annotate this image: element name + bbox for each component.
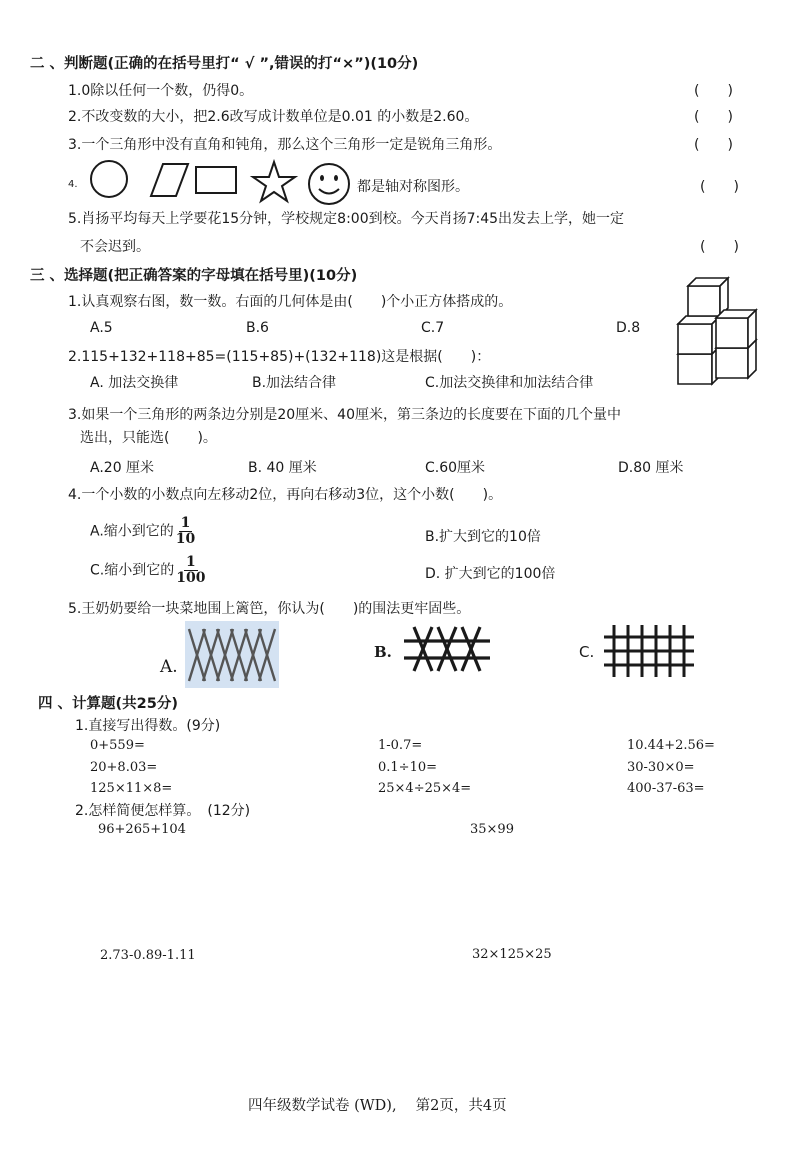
fraction-one-tenth xyxy=(176,516,195,547)
fraction-denominator: 10 xyxy=(175,531,196,547)
cube-stack-figure xyxy=(676,276,758,388)
choice-q3-line2: 选出，只能选( )。 xyxy=(80,430,217,446)
choice-q2-option-c[interactable]: C.加法交换律和加法结合律 xyxy=(425,375,594,391)
choice-q2: 2.115+132+118+85=(115+85)+(132+118)这是根据( )： xyxy=(68,349,491,365)
fence-b-cross-figure[interactable] xyxy=(402,625,492,673)
fence-c-grid-figure[interactable] xyxy=(604,623,694,679)
judge-q4-number: 4. xyxy=(68,179,78,190)
calc-sub1-title: 1.直接写出得数。(9分) xyxy=(75,718,221,734)
section-3-title: 三 、选择题(把正确答案的字母填在括号里)(10分) xyxy=(30,268,358,284)
calc-problem-3: 2.73-0.89-1.11 xyxy=(100,948,196,963)
expr-1-1: 0+559= xyxy=(90,738,145,753)
choice-q3-option-b[interactable]: B. 40 厘米 xyxy=(248,460,317,476)
expr-2-2: 0.1÷10= xyxy=(378,760,438,775)
expr-3-1: 125×11×8= xyxy=(90,781,173,796)
judge-q3: 3.一个三角形中没有直角和钝角，那么这个三角形一定是锐角三角形。 xyxy=(68,137,502,153)
choice-q4-option-c[interactable] xyxy=(90,555,205,586)
judge-q1-blank[interactable]: ( ) xyxy=(694,83,733,99)
choice-q5: 5.王奶奶要给一块菜地围上篱笆，你认为( )的围法更牢固些。 xyxy=(68,601,471,617)
judge-q2-blank[interactable]: ( ) xyxy=(694,109,733,125)
expr-2-3: 30-30×0= xyxy=(627,760,695,775)
choice-q4-option-a[interactable] xyxy=(90,516,195,547)
choice-q1-option-b[interactable]: B.6 xyxy=(246,320,269,336)
option-c-text: C.缩小到它的 xyxy=(90,562,175,579)
fence-b-label[interactable]: B. xyxy=(374,643,392,661)
choice-q3-option-d[interactable]: D.80 厘米 xyxy=(618,460,684,476)
circle-shape xyxy=(91,161,127,197)
expr-2-1: 20+8.03= xyxy=(90,760,158,775)
fence-a-label[interactable]: A. xyxy=(160,657,178,677)
judge-q3-blank[interactable]: ( ) xyxy=(694,137,733,153)
page-footer: 四年级数学试卷 (WD), 第2页，共4页 xyxy=(248,1098,507,1114)
calc-problem-4: 32×125×25 xyxy=(472,947,552,962)
choice-q1-option-c[interactable]: C.7 xyxy=(421,320,445,336)
choice-q1: 1.认真观察右图，数一数。右面的几何体是由( )个小正方体搭成的。 xyxy=(68,294,513,310)
fraction-numerator: 1 xyxy=(180,515,191,531)
rectangle-shape xyxy=(196,167,236,193)
choice-q4: 4.一个小数的小数点向左移动2位，再向右移动3位，这个小数( )。 xyxy=(68,487,503,503)
fence-c-label[interactable]: C. xyxy=(579,643,595,661)
judge-q5-line2: 不会迟到。 xyxy=(80,239,150,255)
calc-sub2-title: 2.怎样简便怎样算。 (12分) xyxy=(75,803,251,819)
expr-1-2: 1-0.7= xyxy=(378,738,423,753)
judge-q4-text: 都是轴对称图形。 xyxy=(357,179,469,195)
fraction-one-hundredth xyxy=(176,555,205,586)
judge-q2: 2.不改变数的大小，把2.6改写成计数单位是0.01 的小数是2.60。 xyxy=(68,109,479,125)
section-2-title: 二 、判断题(正确的在括号里打“ √ ”,错误的打“×”)(10分) xyxy=(30,56,419,72)
fraction-denominator: 100 xyxy=(176,570,206,586)
choice-q1-option-d[interactable]: D.8 xyxy=(616,320,641,336)
symmetric-shapes xyxy=(88,158,358,208)
choice-q4-option-d[interactable]: D. 扩大到它的100倍 xyxy=(425,566,556,582)
judge-q1: 1.0除以任何一个数，仍得0。 xyxy=(68,83,254,99)
choice-q2-option-b[interactable]: B.加法结合律 xyxy=(252,375,337,391)
calc-problem-1: 96+265+104 xyxy=(98,822,186,837)
parallelogram-shape xyxy=(151,164,188,196)
fraction-numerator: 1 xyxy=(185,554,196,570)
section-4-title: 四 、计算题(共25分) xyxy=(38,696,178,712)
choice-q2-option-a[interactable]: A. 加法交换律 xyxy=(90,375,179,391)
expr-3-3: 400-37-63= xyxy=(627,781,705,796)
expr-3-2: 25×4÷25×4= xyxy=(378,781,472,796)
choice-q3-option-a[interactable]: A.20 厘米 xyxy=(90,460,155,476)
choice-q3-line1: 3.如果一个三角形的两条边分别是20厘米、40厘米，第三条边的长度要在下面的几个量中 xyxy=(68,407,621,423)
smiley-face-shape xyxy=(309,164,349,204)
judge-q5-blank[interactable]: ( ) xyxy=(700,239,739,255)
expr-1-3: 10.44+2.56= xyxy=(627,738,715,753)
choice-q3-option-c[interactable]: C.60厘米 xyxy=(425,460,486,476)
choice-q1-option-a[interactable]: A.5 xyxy=(90,320,113,336)
option-a-text: A.缩小到它的 xyxy=(90,523,174,540)
fence-a-diagonal-figure[interactable] xyxy=(185,621,279,688)
choice-q4-option-b[interactable]: B.扩大到它的10倍 xyxy=(425,529,541,545)
judge-q5-line1: 5.肖扬平均每天上学要花15分钟，学校规定8:00到校。今天肖扬7:45出发去上学，她一定 xyxy=(68,211,625,227)
star-shape xyxy=(253,162,295,201)
judge-q4-blank[interactable]: ( ) xyxy=(700,179,739,195)
calc-problem-2: 35×99 xyxy=(470,822,514,837)
